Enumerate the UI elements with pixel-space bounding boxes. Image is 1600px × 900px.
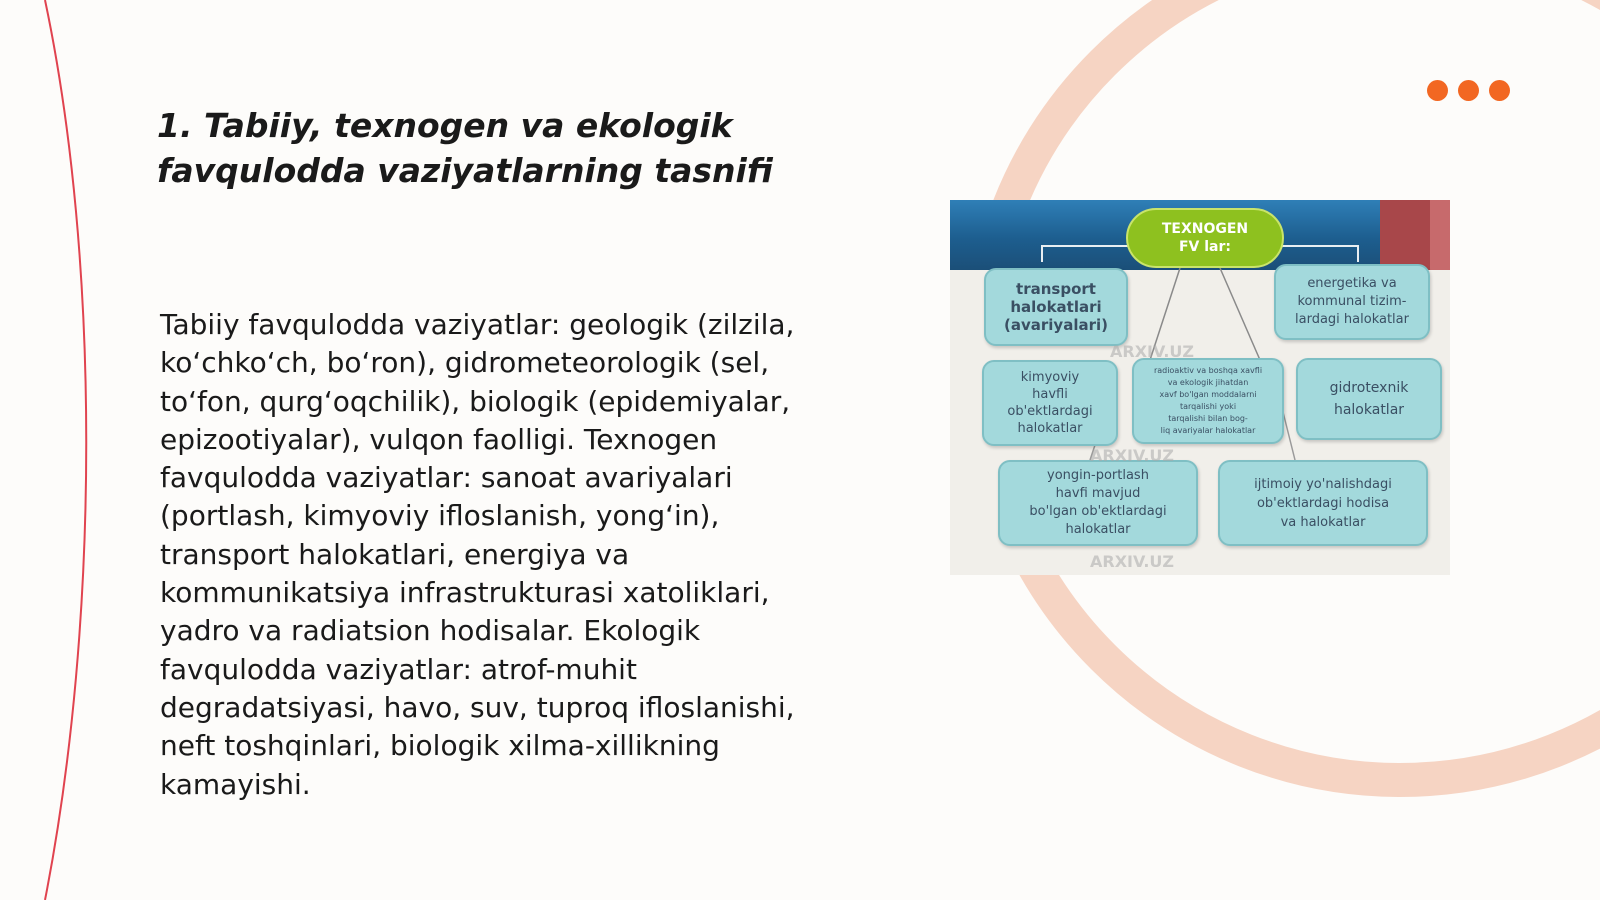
node-line: xavf bo'lgan moddalarni [1159,390,1257,399]
node-line: halokatlar [1065,522,1131,537]
body-line: favqulodda vaziyatlar: sanoat avariyalari [160,461,733,495]
diagram-node [984,268,1128,346]
watermark: ARXIV.UZ [1090,552,1174,571]
diagram-node [982,360,1118,446]
node-line: va halokatlar [1280,514,1366,530]
node-line: transport [1016,280,1096,298]
body-line: ko‘chko‘ch, bo‘ron), gidrometeorologik (sel, [160,346,770,380]
node-line: radioaktiv va boshqa xavfli [1153,366,1263,375]
node-line: lardagi halokatlar [1295,312,1409,327]
node-line: va ekologik jihatdan [1167,378,1249,387]
texnogen-fv-diagram [950,200,1450,575]
menu-dot [1489,80,1510,101]
menu-dot [1458,80,1479,101]
node-line: halokatlar [1333,402,1405,418]
center-line: TEXNOGEN [1161,221,1249,237]
watermark: ARXIV.UZ [1110,342,1194,361]
body-line: neft toshqinlari, biologik xilma-xillikning [160,729,720,763]
watermark: ARXIV.UZ [1090,446,1174,465]
title-line: 1. Tabiiy, texnogen va ekologik [157,106,733,145]
node-line: (avariyalari) [1004,316,1108,334]
diagram-node [1274,264,1430,340]
menu-dot [1427,80,1448,101]
body-line: yadro va radiatsion hodisalar. Ekologik [160,614,701,648]
node-line: energetika va [1307,276,1397,291]
body-line: favqulodda vaziyatlar: atrof-muhit [160,652,637,686]
node-line: havfi mavjud [1055,486,1141,501]
node-line: gidrotexnik [1329,380,1409,396]
node-line: tarqalishi bilan bog- [1168,414,1248,423]
slide-body-text [160,306,840,804]
node-line: ob'ektlardagi hodisa [1256,495,1390,511]
diagram-node [1132,358,1284,444]
body-line: (portlash, kimyoviy ifloslanish, yong‘in), [160,499,720,533]
node-line: halokatlari [1010,298,1102,316]
node-line: halokatlar [1017,421,1083,436]
node-line: kommunal tizim- [1297,294,1407,309]
diagram-node [1296,358,1442,440]
node-line: tarqalishi yoki [1179,402,1237,411]
body-line: Tabiiy favqulodda vaziyatlar: geologik (zilzila, [160,308,795,341]
node-line: liq avariyalar halokatlar [1160,426,1256,435]
node-line: havfli [1032,387,1068,402]
body-line: transport halokatlari, energiya va [160,537,630,571]
node-line: kimyoviy [1020,370,1080,385]
left-red-curve [45,0,86,900]
more-options-icon [1427,80,1510,101]
title-line: favqulodda vaziyatlarning tasnifi [157,151,773,190]
center-line: FV lar: [1178,239,1232,255]
body-line: degradatsiyasi, havo, suv, tuproq ifloslanishi, [160,690,795,724]
node-line: yongin-portlash [1047,468,1149,483]
slide-title [157,103,857,193]
body-line: kommunikatsiya infrastrukturasi xatoliklari, [160,576,770,610]
body-line: epizootiyalar), vulqon faolligi. Texnogen [160,422,718,456]
diagram-center-node [1126,208,1284,268]
body-line: kamayishi. [160,767,311,801]
node-line: ijtimoiy yo'nalishdagi [1254,476,1392,492]
diagram-node [1218,460,1428,546]
body-line: to‘fon, qurg‘oqchilik), biologik (epidemiyalar, [160,384,791,418]
node-line: bo'lgan ob'ektlardagi [1029,504,1167,519]
diagram-node [998,460,1198,546]
node-line: ob'ektlardagi [1007,404,1093,419]
